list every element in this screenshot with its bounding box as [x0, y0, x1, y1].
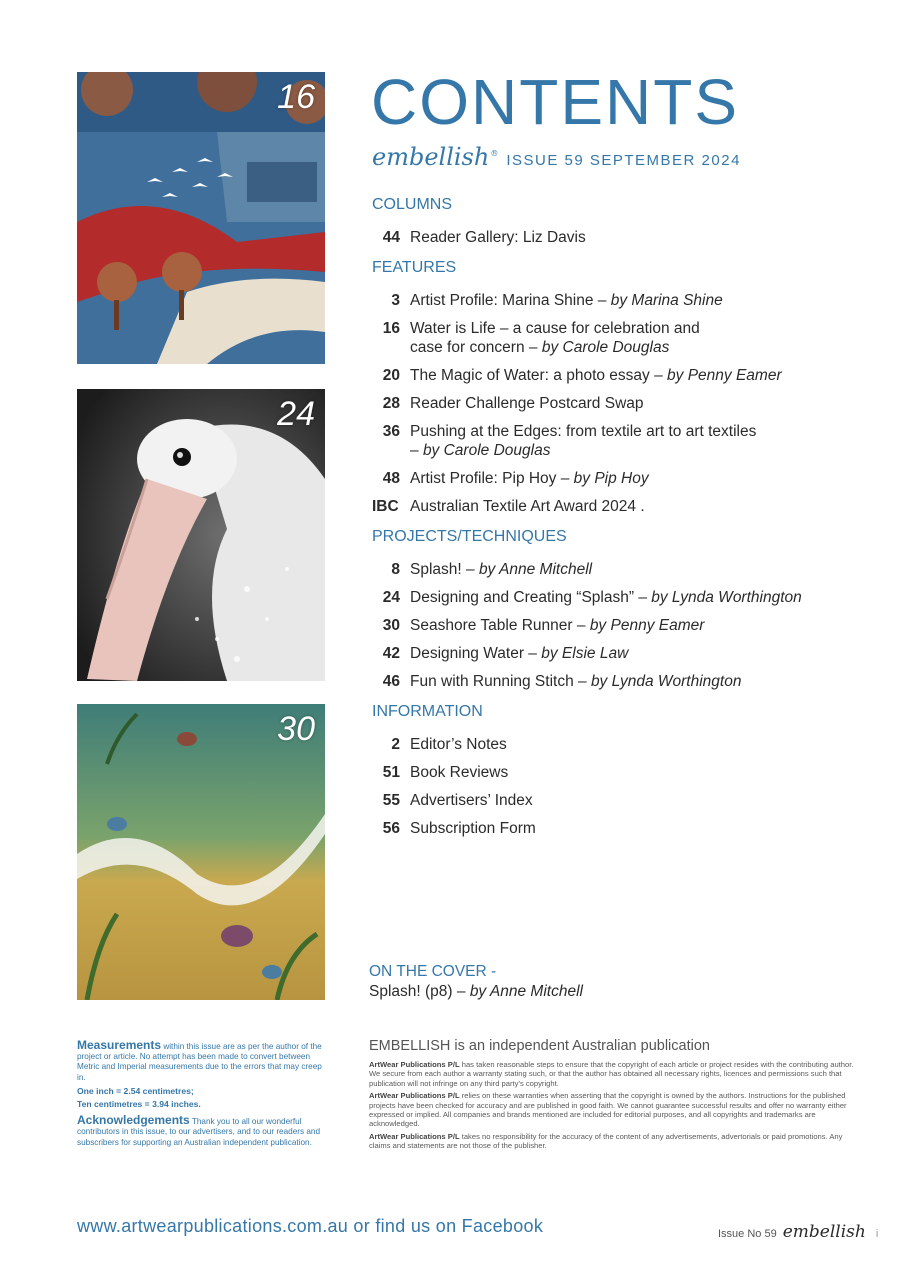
- page-number: 30: [382, 617, 400, 634]
- issue-line: [372, 143, 741, 171]
- toc-entry: [372, 394, 872, 413]
- feature-image-textile-landscape: [77, 72, 325, 364]
- section-heading: PROJECTS/TECHNIQUES: [372, 528, 567, 545]
- feature-image-pelican: [77, 389, 325, 681]
- section-heading: FEATURES: [372, 259, 457, 276]
- page-number: 16: [382, 320, 400, 337]
- image-page-number: 24: [277, 395, 315, 433]
- page-number: 42: [382, 645, 400, 662]
- page-number: 24: [382, 589, 400, 606]
- brand-logo: embellish®: [372, 143, 499, 171]
- footer-brand: embellish: [782, 1222, 866, 1242]
- toc-entry: [372, 735, 872, 754]
- toc-entry: [372, 644, 872, 663]
- publisher-lead: EMBELLISH is an independent Australian publication: [369, 1038, 710, 1054]
- entry-title: Splash! – by Anne Mitchell: [410, 561, 593, 578]
- entry-title: Advertisers’ Index: [410, 792, 533, 809]
- entry-title: Pushing at the Edges: from textile art to art textiles – by Carole Douglas: [410, 423, 757, 459]
- entry-title: Reader Challenge Postcard Swap: [410, 395, 644, 412]
- page-title: CONTENTS: [371, 66, 739, 138]
- toc-entry: [372, 616, 872, 635]
- section-heading: INFORMATION: [372, 703, 483, 720]
- entry-title: Seashore Table Runner – by Penny Eamer: [410, 617, 705, 634]
- on-the-cover: [369, 962, 583, 1002]
- toc-entry: [372, 291, 872, 310]
- entry-title: Designing and Creating “Splash” – by Lynda Worthington: [410, 589, 802, 606]
- page-number: 2: [391, 736, 400, 753]
- page-number: 48: [382, 470, 400, 487]
- page-number: 55: [382, 792, 400, 809]
- issue-info: ISSUE 59 SEPTEMBER 2024: [506, 152, 741, 169]
- toc-entry: [372, 791, 872, 810]
- entry-title: Designing Water – by Elsie Law: [410, 645, 629, 662]
- toc-entry: [372, 672, 872, 691]
- page-marker: i: [875, 1228, 879, 1240]
- entry-title: Editor’s Notes: [410, 736, 507, 753]
- table-of-contents: [372, 196, 872, 850]
- entry-title: Subscription Form: [410, 820, 536, 837]
- toc-entry: [372, 497, 872, 516]
- page-number: 28: [382, 395, 400, 412]
- toc-entry: [372, 366, 872, 385]
- entry-title: Fun with Running Stitch – by Lynda Worthington: [410, 673, 742, 690]
- website-link[interactable]: www.artwearpublications.com.au or find us on Facebook: [77, 1216, 544, 1236]
- page-number: 56: [382, 820, 400, 837]
- entry-title: Australian Textile Art Award 2024 .: [410, 498, 645, 515]
- toc-entry: [372, 469, 872, 488]
- page-number: 8: [391, 561, 400, 578]
- entry-title: Book Reviews: [410, 764, 509, 781]
- page-number: 46: [382, 673, 400, 690]
- page-number: 3: [391, 292, 400, 309]
- section-heading: COLUMNS: [372, 196, 453, 213]
- page-number: IBC: [372, 498, 399, 515]
- section-columns: [372, 196, 872, 247]
- conversion-inch: One inch = 2.54 centimetres;: [77, 1085, 194, 1096]
- conversion-cm: Ten centimetres = 3.94 inches.: [77, 1099, 201, 1110]
- toc-entry: [372, 319, 872, 357]
- entry-title: The Magic of Water: a photo essay – by Penny Eamer: [410, 367, 782, 384]
- cover-heading: ON THE COVER -: [369, 963, 497, 980]
- section-features: [372, 259, 872, 516]
- page-number: 44: [382, 229, 400, 246]
- toc-entry: [372, 422, 872, 460]
- image-page-number: 30: [277, 710, 315, 748]
- toc-entry: [372, 228, 872, 247]
- page-number: 20: [382, 367, 400, 384]
- page-number: 36: [382, 423, 400, 440]
- measurement-notes: Measurements within this issue are as per the author of the project or article. No attempt has been made to convert between Metric and Imperial measurements due to the errors that may creep in. One inch = 2.54 centimetres; Ten centimetres = 3.94 inches. Acknowledgements Thank you to all our wonderful contributors in this issue, to our advertisers, and to our readers and subscribers for supporting an Australian independent publication.: [77, 1040, 327, 1150]
- toc-entry: [372, 763, 872, 782]
- advertising-paragraph: ArtWear Publications P/L takes no responsibility for the accuracy of the content of any advertisements, advertorials or paid promotions. Any claims and statements are not those of the publisher.: [369, 1131, 843, 1151]
- issue-number: Issue No 59: [718, 1228, 777, 1240]
- copyright-paragraph: ArtWear Publications P/L has taken reasonable steps to ensure that the copyright of each article or project resides with the contributing author. We secure from each author a warranty stating such, or that the author has obtained all necessary rights, licences and permissions such that publication will not infringe on any third party’s copyright.: [369, 1060, 854, 1088]
- section-projects: [372, 528, 872, 691]
- feature-image-seashore: [77, 704, 325, 1000]
- page-footer: [718, 1222, 878, 1242]
- toc-entry: [372, 819, 872, 838]
- warranty-paragraph: ArtWear Publications P/L relies on these warranties when asserting that the copyright is owned by the authors. Instructions for the published projects have been checked for accuracy and are published in good faith. We cannot guarantee successful results and offer no warranty either expressed or implied. All companies and brands mentioned are included for editorial purposes, and all copyrights and trademarks are acknowledged.: [369, 1091, 847, 1129]
- section-information: [372, 703, 872, 838]
- publisher-statement: [369, 1038, 864, 1154]
- toc-entry: [372, 560, 872, 579]
- entry-title: Artist Profile: Marina Shine – by Marina Shine: [410, 292, 723, 309]
- image-page-number: 16: [277, 78, 315, 116]
- entry-title: Reader Gallery: Liz Davis: [410, 229, 586, 246]
- cover-credit: Splash! (p8) – by Anne Mitchell: [369, 983, 583, 1000]
- entry-title: Artist Profile: Pip Hoy – by Pip Hoy: [410, 470, 649, 487]
- entry-title: Water is Life – a cause for celebration and case for concern – by Carole Douglas: [410, 320, 700, 356]
- page-number: 51: [382, 764, 400, 781]
- toc-entry: [372, 588, 872, 607]
